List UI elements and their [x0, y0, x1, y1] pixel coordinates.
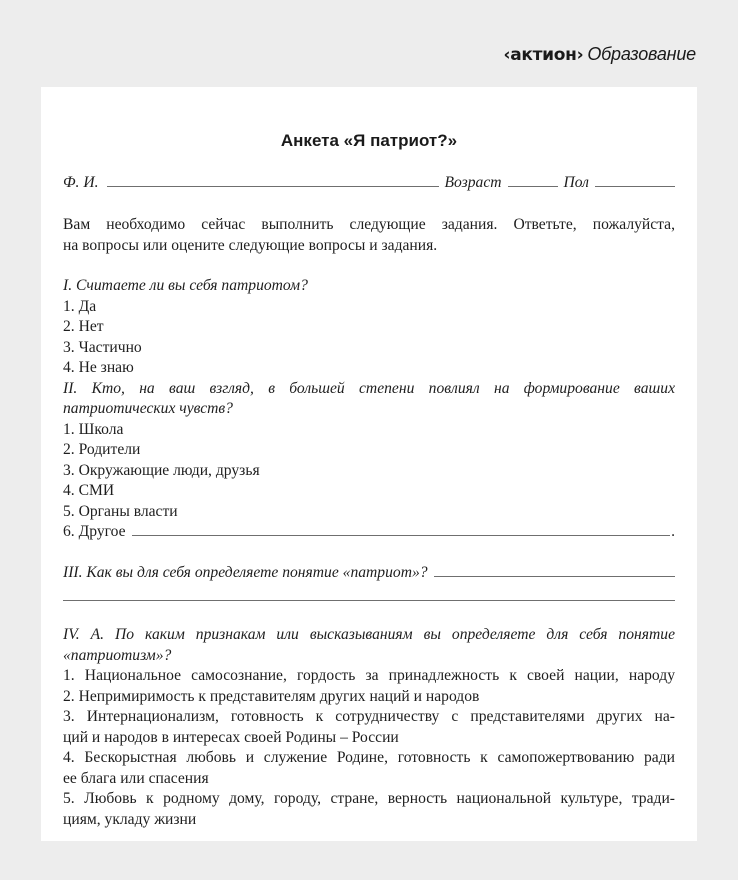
q3-answer-field-line-2[interactable] [63, 600, 675, 601]
questionnaire-page [41, 87, 697, 841]
question-4-line-2: «патриотизм»? [63, 646, 172, 664]
question-2-line-1: II. Кто, на ваш взгляд, в большей степени повлиял на формирование ваших [63, 379, 675, 397]
q1-option[interactable]: 3. Частично [63, 338, 142, 356]
sex-label: Пол [563, 174, 589, 191]
q2-option[interactable]: 4. СМИ [63, 482, 115, 499]
q2-option[interactable]: 5. Органы власти [63, 502, 178, 520]
question-1: I. Считаете ли вы себя патриотом? [63, 277, 308, 294]
q2-other-period: . [671, 523, 675, 540]
q4-option[interactable]: 4. Бескорыстная любовь и служение Родине, готовность к самопожертвованию ради [63, 749, 675, 766]
q4-option[interactable]: 1. Национальное самосознание, гордость за принадлежность к своей нации, народу [63, 667, 675, 684]
q4-option-continued[interactable]: циям, укладу жизни [63, 810, 197, 828]
q2-option[interactable]: 6. Другое [63, 523, 126, 540]
q1-option[interactable]: 2. Нет [63, 318, 104, 335]
q4-option[interactable]: 3. Интернационализм, готовность к сотрудничеству с представителями других на- [63, 708, 675, 725]
age-label: Возраст [444, 174, 502, 191]
q2-option[interactable]: 3. Окружающие люди, друзья [63, 461, 260, 479]
q2-other-field[interactable] [132, 522, 671, 536]
intro-line-1: Вам необходимо сейчас выполнить следующие задания. Ответьте, пожалуйста, [63, 216, 675, 233]
question-2-line-2: патриотических чувств? [63, 400, 233, 417]
page-title: Анкета «Я патриот?» [280, 131, 458, 150]
q4-option-continued[interactable]: ее блага или спасения [63, 769, 209, 787]
personal-info-row [63, 173, 675, 194]
q2-option-other-row [63, 522, 675, 543]
question-3-row [63, 563, 675, 584]
q4-option[interactable]: 2. Непримиримость к представителям других наций и народов [63, 687, 480, 705]
age-field[interactable] [508, 173, 558, 187]
q3-answer-field[interactable] [434, 563, 675, 577]
logo-subtitle: Образование [587, 44, 696, 64]
q4-option[interactable]: 5. Любовь к родному дому, городу, стране, верность национальной культуре, тради- [63, 790, 675, 807]
q4-option-continued[interactable]: ций и народов в интересах своей Родины – России [63, 728, 399, 746]
name-field[interactable] [107, 173, 439, 187]
q2-option[interactable]: 1. Школа [63, 420, 124, 438]
q1-option[interactable]: 1. Да [63, 297, 97, 315]
question-4-line-1: IV. А. По каким признакам или высказываниям вы определяете для себя понятие [63, 626, 675, 643]
sex-field[interactable] [595, 173, 675, 187]
publisher-logo [504, 44, 696, 65]
q2-option[interactable]: 2. Родители [63, 441, 141, 458]
name-label: Ф. И. [63, 174, 99, 191]
question-3: III. Как вы для себя определяете понятие «патриот»? [63, 564, 428, 581]
logo-brand: ‹актион› [503, 45, 584, 65]
intro-line-2: на вопросы или оцените следующие вопросы и задания. [63, 236, 438, 254]
q1-option[interactable]: 4. Не знаю [63, 359, 134, 376]
